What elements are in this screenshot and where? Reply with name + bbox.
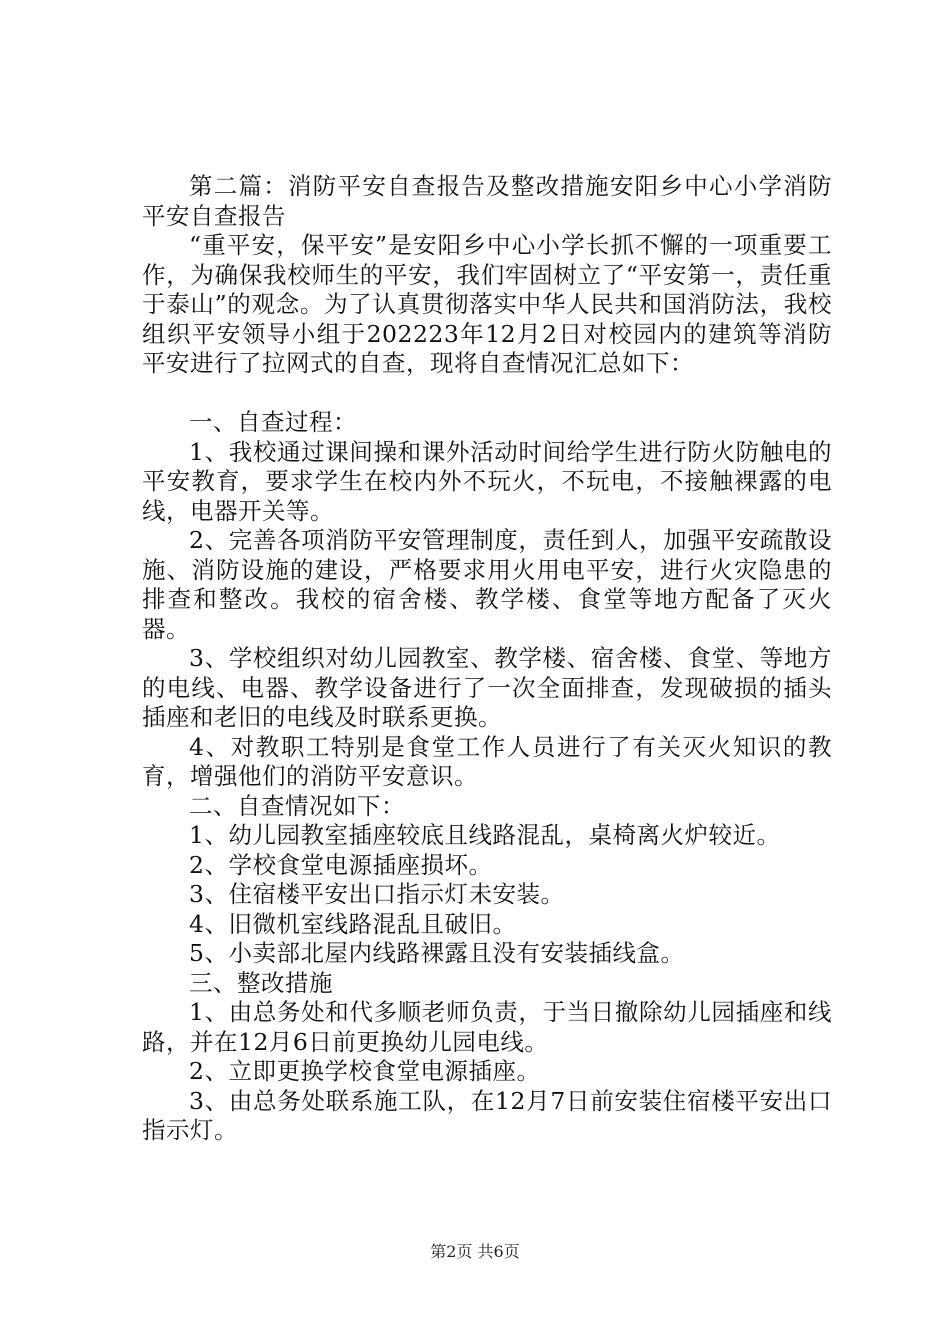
section-heading-process: 一、自查过程： <box>189 408 357 436</box>
section-heading-findings: 二、自查情况如下： <box>189 791 405 820</box>
process-item-4: 4、对教职工特别是食堂工作人员进行了有关灭火知识的教育，增强他们的消防平安意识。 <box>142 732 832 790</box>
measure-item-2: 2、立即更换学校食堂电源插座。 <box>189 1057 541 1085</box>
title-paragraph: 第二篇：消防平安自查报告及整改措施安阳乡中心小学消防平安自查报告 <box>142 172 832 230</box>
process-item-3: 3、学校组织对幼儿园教室、教学楼、宿舍楼、食堂、等地方的电线、电器、教学设备进行了一次全面排查，发现破损的插头插座和老旧的电线及时联系更换。 <box>142 644 832 731</box>
document-body <box>142 172 832 1146</box>
finding-item-3: 3、住宿楼平安出口指示灯未安装。 <box>189 880 565 908</box>
section-heading-measures: 三、整改措施 <box>189 968 333 997</box>
page-number-footer: 第2页 共6页 <box>430 1242 520 1261</box>
measure-item-3: 3、由总务处联系施工队，在12月7日前安装住宿楼平安出口指示灯。 <box>142 1086 832 1144</box>
intro-paragraph: “重平安，保平安”是安阳乡中心小学长抓不懈的一项重要工作，为确保我校师生的平安，我们牢固树立了“平安第一，责任重于泰山”的观念。为了认真贯彻落实中华人民共和国消防法，我校组织平安领导小组于202223年12月2日对校园内的建筑等消防平安进行了拉网式的自查，现将自查情况汇总如下： <box>142 231 832 377</box>
process-item-2: 2、完善各项消防平安管理制度，责任到人，加强平安疏散设施、消防设施的建设，严格要求用火用电平安，进行火灾隐患的排查和整改。我校的宿舍楼、教学楼、食堂等地方配备了灭火器。 <box>142 526 832 643</box>
finding-item-2: 2、学校食堂电源插座损坏。 <box>189 850 493 879</box>
process-item-1: 1、我校通过课间操和课外活动时间给学生进行防火防触电的平安教育，要求学生在校内外不玩火，不玩电，不接触裸露的电线，电器开关等。 <box>142 437 832 525</box>
finding-item-5: 5、小卖部北屋内线路裸露且没有安装插线盒。 <box>189 939 685 967</box>
finding-item-1: 1、幼儿园教室插座较底且线路混乱，桌椅离火炉较近。 <box>189 821 781 849</box>
blank-line <box>142 379 832 409</box>
measure-item-1: 1、由总务处和代多顺老师负责，于当日撤除幼儿园插座和线路，并在12月6日前更换幼儿园电线。 <box>142 998 832 1056</box>
finding-item-4: 4、旧微机室线路混乱且破旧。 <box>189 909 517 938</box>
